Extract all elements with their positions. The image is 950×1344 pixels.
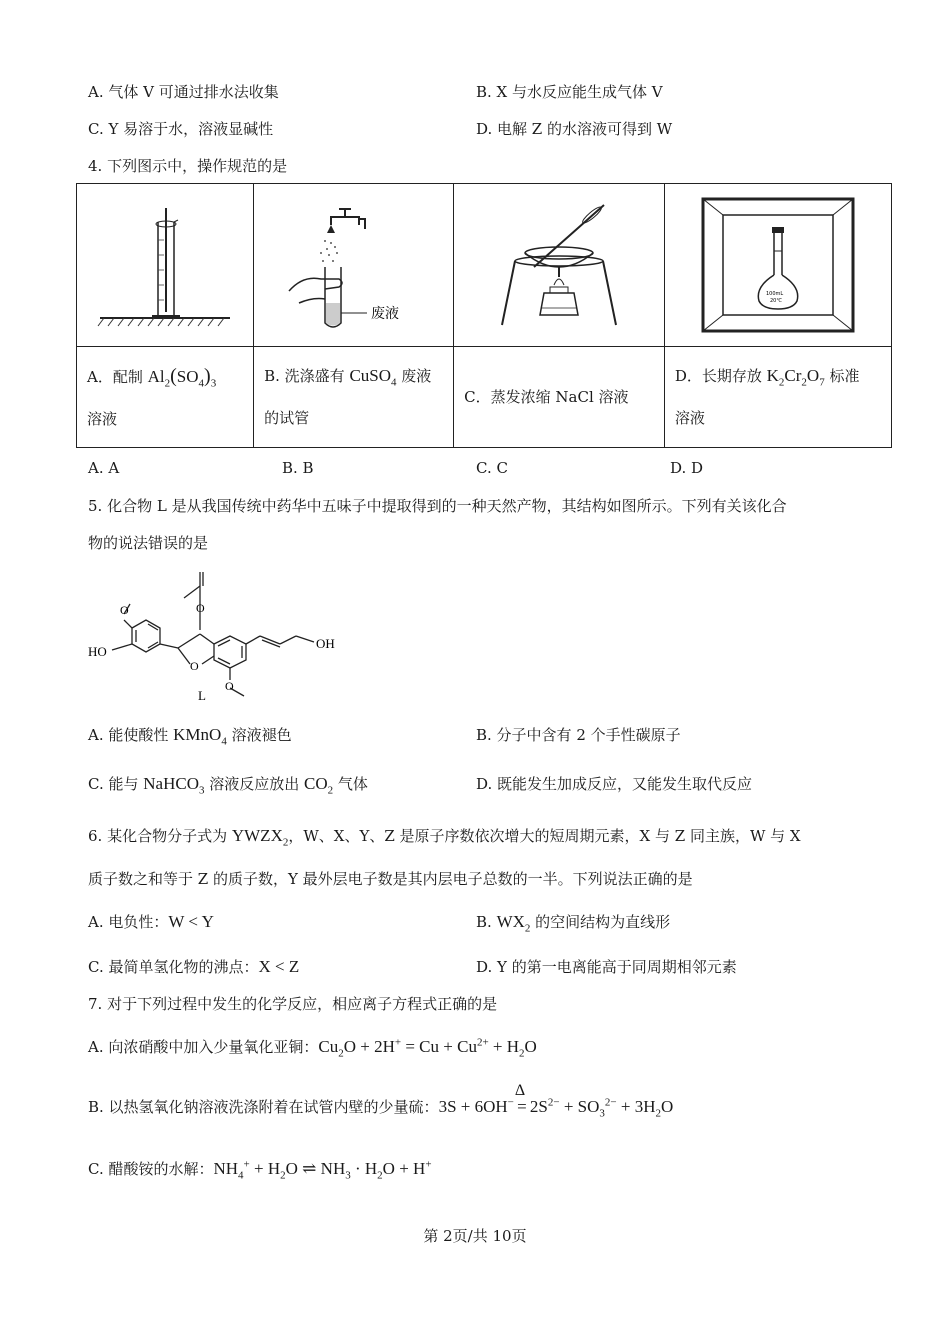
q3-option-b: B. X 与水反应能生成气体 V	[476, 83, 663, 101]
evaporating-dish-illustration	[474, 195, 644, 335]
volumetric-flask-cabinet-illustration	[693, 195, 863, 335]
formula-cuso4: CuSO$_4$	[349, 366, 397, 389]
formula-al2so43: $Al_2(SO_4)_3$	[147, 364, 217, 389]
q4-option-d: D. D	[670, 459, 704, 477]
q6-option-c: C. 最简单氢化物的沸点：X < Z	[88, 957, 300, 976]
equation-b: 3S + 6OH− Δ = $2S^{2-} + SO_3^{2-} + 3H_2O$	[438, 1082, 674, 1120]
q5-option-c: C. 能与 NaHCO$_3$ 溶液反应放出 $CO_2$ 气体	[88, 774, 368, 797]
q7-option-a: A. 向浓硝酸中加入少量氧化亚铜：$Cu_2O + 2H^+ = Cu + Cu^{2+} + H_2O$	[88, 1036, 537, 1060]
atom-o-methoxy-right: O	[225, 679, 234, 693]
graduated-cylinder-illustration	[90, 200, 240, 330]
flask-volume-label: 100mL	[765, 291, 784, 297]
q3-option-c: C. Y 易溶于水，溶液显碱性	[88, 120, 274, 138]
caption-d: D．长期存放 $K_2Cr_2O_7$ 标准 溶液	[664, 347, 891, 448]
label-l: L	[198, 688, 206, 703]
figure-b-cell	[254, 184, 454, 347]
q5-stem-line2: 物的说法错误的是	[88, 534, 209, 552]
q4-figure-table	[76, 183, 892, 448]
page-footer: 第 2页/共 10页	[423, 1227, 527, 1245]
q5-option-a: A. 能使酸性 KMnO$_4$ 溶液褪色	[88, 725, 292, 748]
q6-option-d: D. Y 的第一电离能高于同周期相邻元素	[476, 958, 737, 976]
q4-option-c: C. C	[476, 459, 508, 477]
q3-option-a: A. 气体 V 可通过排水法收集	[88, 83, 279, 101]
q6-option-a: A. 电负性：W < Y	[88, 912, 214, 931]
formula-k2cr2o7: $K_2Cr_2O_7$	[766, 366, 825, 389]
label-ho: HO	[88, 644, 107, 659]
q7-option-c: C. 醋酸铵的水解：$NH_4^+ + H_2O$ ⇌ $NH_3 \cdot H_2O + H^+$	[88, 1158, 432, 1182]
equation-c: $NH_4^+ + H_2O$ ⇌ $NH_3 \cdot H_2O + H^+$	[213, 1158, 432, 1182]
q5-option-d: D. 既能发生加成反应，又能发生取代反应	[476, 775, 753, 793]
q3-option-d: D. 电解 Z 的水溶液可得到 W	[476, 120, 673, 138]
test-tube-washing-illustration	[269, 195, 439, 335]
q7-option-b: B. 以热氢氧化钠溶液洗涤附着在试管内壁的少量硫：3S + 6OH− Δ = $2S^{2-} + SO_3^{2-} + 3H_2O$	[88, 1082, 674, 1120]
atom-o-ring: O	[190, 659, 199, 673]
label-oh: OH	[316, 636, 335, 651]
q4-option-b: B. B	[282, 459, 314, 477]
q5-option-b: B. 分子中含有 2 个手性碳原子	[476, 726, 681, 744]
q5-stem-line1: 5. 化合物 L 是从我国传统中药华中五味子中提取得到的一种天然产物，其结构如图所示。下列有关该化合	[88, 497, 787, 515]
flask-temp-label: 20℃	[769, 298, 782, 304]
atom-o-acetate: O	[196, 601, 205, 615]
caption-c: C．蒸发浓缩 NaCl 溶液	[454, 347, 665, 448]
q7-stem: 7. 对于下列过程中发生的化学反应，相应离子方程式正确的是	[88, 995, 498, 1013]
waste-liquid-label: 废液	[370, 306, 399, 322]
equation-a: $Cu_2O + 2H^+ = Cu + Cu^{2+} + H_2O$	[318, 1036, 537, 1060]
q4-option-a: A. A	[88, 459, 120, 477]
caption-b: B. 洗涤盛有 CuSO$_4$ 废液 的试管	[254, 347, 454, 448]
atom-o-methoxy-left: O	[120, 603, 129, 617]
figure-d-cell	[664, 184, 891, 347]
q4-stem: 4. 下列图示中，操作规范的是	[88, 157, 288, 175]
q6-option-b: B. $WX_2$ 的空间结构为直线形	[476, 912, 671, 935]
caption-a: A．配制 $Al_2(SO_4)_3$ 溶液	[77, 347, 254, 448]
q6-stem-line1: 6. 某化合物分子式为 $YWZX_2$，W、X、Y、Z 是原子序数依次增大的短周期元素，X 与 Z 同主族，W 与 X	[88, 826, 801, 849]
figure-a-cell	[77, 184, 254, 347]
figure-c-cell	[454, 184, 665, 347]
q6-stem-line2: 质子数之和等于 Z 的质子数，Y 最外层电子数是其内层电子总数的一半。下列说法正确的是	[88, 870, 693, 888]
compound-l-structure	[84, 566, 354, 706]
